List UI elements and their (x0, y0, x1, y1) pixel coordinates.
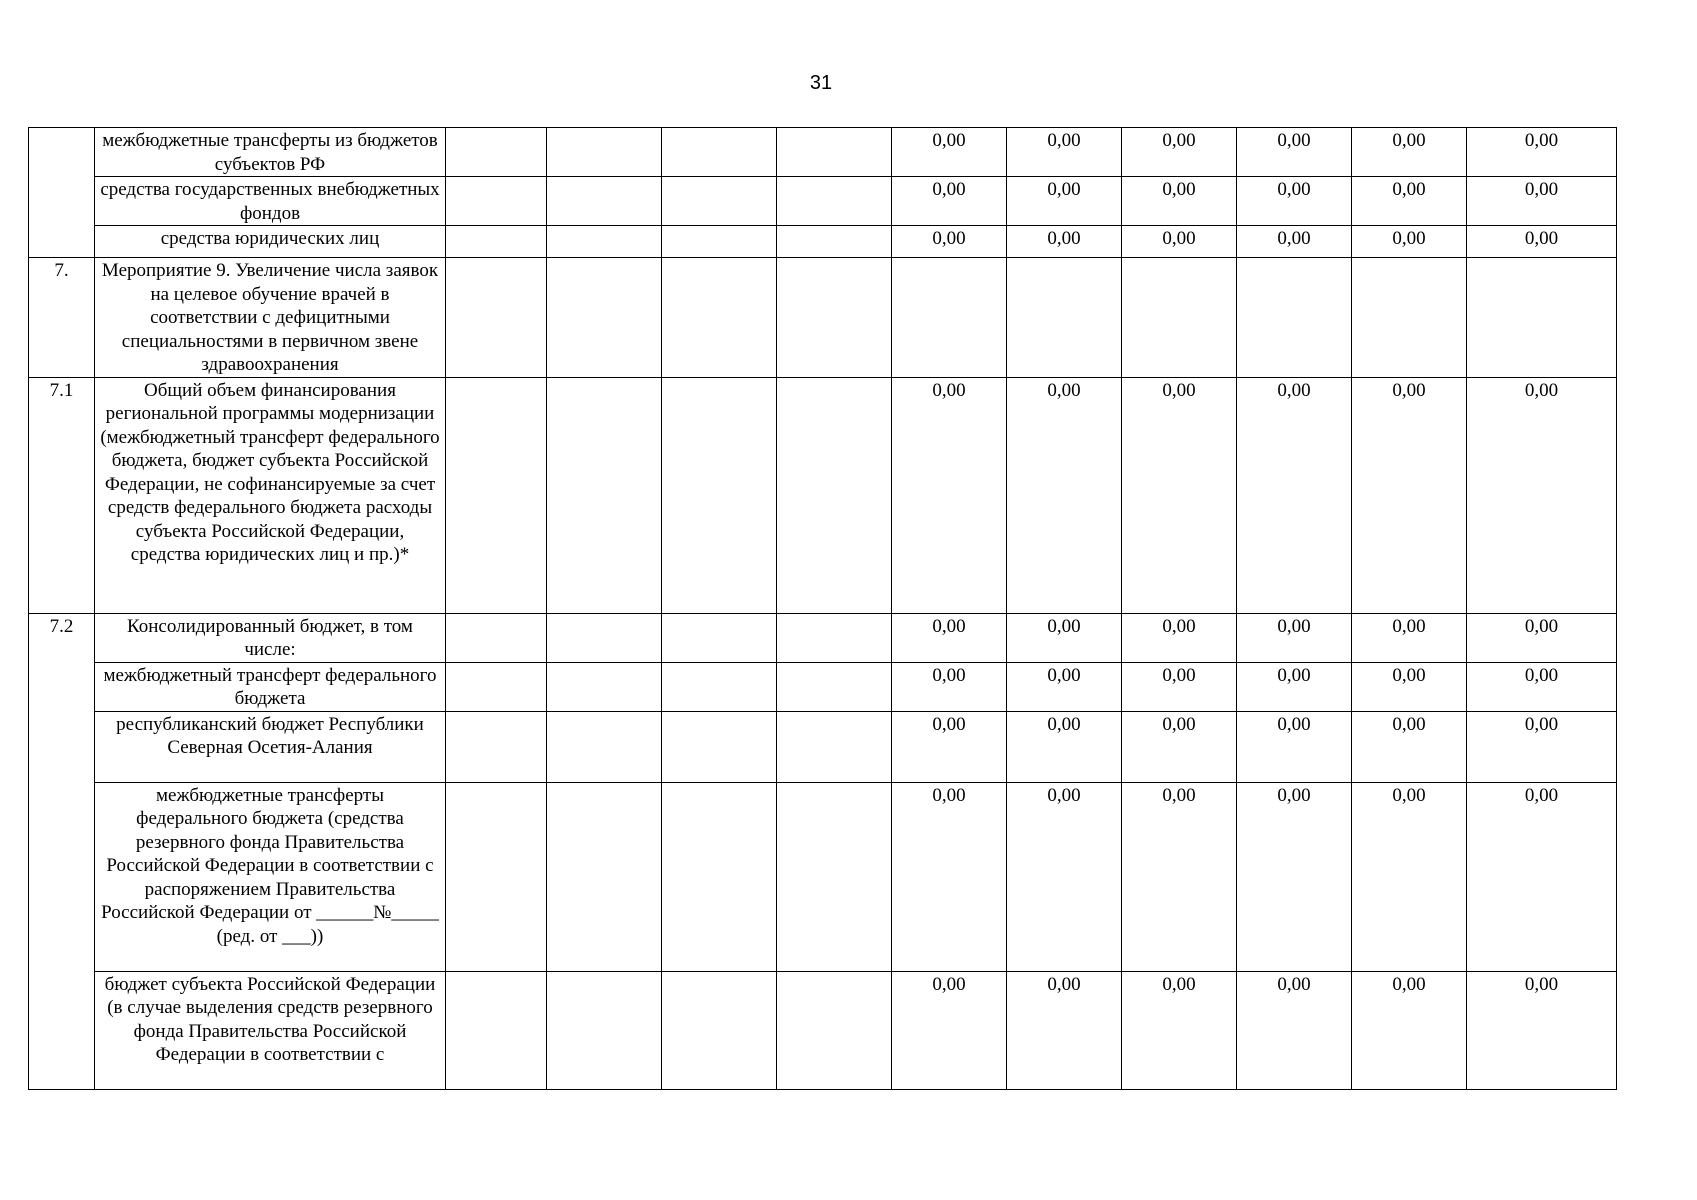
value-cell: 0,00 (1467, 971, 1617, 1089)
row-description: Мероприятие 9. Увеличение числа заявок на целевое обучение врачей в соответствии с дефицитными специальностями в первичном звене здравоохранения (95, 258, 446, 378)
value-cell: 0,00 (1352, 128, 1467, 177)
empty-cell (662, 258, 777, 378)
value-cell: 0,00 (1007, 711, 1122, 782)
empty-cell (662, 711, 777, 782)
value-cell: 0,00 (1352, 177, 1467, 226)
value-cell: 0,00 (1352, 971, 1467, 1089)
empty-cell (777, 226, 892, 258)
value-cell (1237, 258, 1352, 378)
value-cell: 0,00 (1352, 711, 1467, 782)
value-cell: 0,00 (1237, 377, 1352, 613)
empty-cell (777, 662, 892, 711)
empty-cell (446, 128, 547, 177)
value-cell: 0,00 (1007, 226, 1122, 258)
table-row (29, 177, 1617, 226)
empty-cell (446, 258, 547, 378)
value-cell: 0,00 (1467, 128, 1617, 177)
table-row (29, 782, 1617, 971)
value-cell: 0,00 (1237, 971, 1352, 1089)
value-cell: 0,00 (1007, 662, 1122, 711)
value-cell: 0,00 (1237, 128, 1352, 177)
row-number-cell: 7. (29, 258, 95, 378)
value-cell: 0,00 (1352, 613, 1467, 662)
empty-cell (662, 128, 777, 177)
value-cell (1467, 258, 1617, 378)
value-cell: 0,00 (1352, 377, 1467, 613)
value-cell: 0,00 (1237, 711, 1352, 782)
empty-cell (777, 177, 892, 226)
empty-cell (547, 177, 662, 226)
value-cell: 0,00 (1122, 128, 1237, 177)
value-cell: 0,00 (1237, 662, 1352, 711)
empty-cell (662, 971, 777, 1089)
value-cell: 0,00 (1122, 782, 1237, 971)
empty-cell (547, 711, 662, 782)
empty-cell (446, 177, 547, 226)
value-cell: 0,00 (1122, 613, 1237, 662)
empty-cell (777, 128, 892, 177)
empty-cell (547, 128, 662, 177)
empty-cell (777, 377, 892, 613)
value-cell: 0,00 (1007, 782, 1122, 971)
value-cell: 0,00 (1122, 177, 1237, 226)
empty-cell (547, 971, 662, 1089)
value-cell: 0,00 (892, 711, 1007, 782)
row-description: межбюджетные трансферты федерального бюджета (средства резервного фонда Правительства Российской Федерации в соответствии с распоряжением Правительства Российской Федерации от ______№_____ (ред. от ___)) (95, 782, 446, 971)
empty-cell (662, 177, 777, 226)
value-cell: 0,00 (892, 662, 1007, 711)
value-cell: 0,00 (1352, 226, 1467, 258)
empty-cell (777, 782, 892, 971)
value-cell: 0,00 (1122, 711, 1237, 782)
empty-cell (446, 662, 547, 711)
value-cell: 0,00 (1007, 177, 1122, 226)
value-cell: 0,00 (1007, 613, 1122, 662)
row-number-cell: 7.1 (29, 377, 95, 613)
row-description: межбюджетный трансферт федерального бюджета (95, 662, 446, 711)
row-description: республиканский бюджет Республики Северная Осетия-Алания (95, 711, 446, 782)
table-row (29, 971, 1617, 1089)
table-row (29, 258, 1617, 378)
row-description: средства государственных внебюджетных фондов (95, 177, 446, 226)
empty-cell (446, 613, 547, 662)
page-number: 31 (809, 72, 833, 94)
empty-cell (547, 613, 662, 662)
value-cell: 0,00 (1467, 782, 1617, 971)
value-cell: 0,00 (1122, 971, 1237, 1089)
value-cell: 0,00 (1467, 662, 1617, 711)
empty-cell (662, 226, 777, 258)
table-row (29, 662, 1617, 711)
empty-cell (662, 662, 777, 711)
table-row (29, 613, 1617, 662)
value-cell: 0,00 (1467, 377, 1617, 613)
budget-table (28, 127, 1617, 1090)
value-cell: 0,00 (1352, 662, 1467, 711)
table-row (29, 128, 1617, 177)
row-number-cell (29, 128, 95, 258)
value-cell: 0,00 (892, 782, 1007, 971)
value-cell: 0,00 (1237, 782, 1352, 971)
empty-cell (446, 226, 547, 258)
value-cell: 0,00 (1467, 711, 1617, 782)
value-cell: 0,00 (892, 177, 1007, 226)
value-cell (1122, 258, 1237, 378)
empty-cell (777, 613, 892, 662)
value-cell: 0,00 (1467, 226, 1617, 258)
table-row (29, 377, 1617, 613)
row-number-cell: 7.2 (29, 613, 95, 1089)
empty-cell (777, 971, 892, 1089)
empty-cell (777, 711, 892, 782)
value-cell: 0,00 (1122, 662, 1237, 711)
value-cell: 0,00 (1122, 226, 1237, 258)
empty-cell (662, 377, 777, 613)
value-cell: 0,00 (1007, 377, 1122, 613)
empty-cell (662, 613, 777, 662)
value-cell: 0,00 (1467, 613, 1617, 662)
value-cell: 0,00 (892, 377, 1007, 613)
value-cell: 0,00 (892, 613, 1007, 662)
row-description: Консолидированный бюджет, в том числе: (95, 613, 446, 662)
empty-cell (547, 226, 662, 258)
value-cell: 0,00 (1007, 971, 1122, 1089)
value-cell: 0,00 (1007, 128, 1122, 177)
empty-cell (547, 258, 662, 378)
empty-cell (446, 377, 547, 613)
value-cell (892, 258, 1007, 378)
value-cell: 0,00 (892, 971, 1007, 1089)
row-description: бюджет субъекта Российской Федерации (в случае выделения средств резервного фонда Правительства Российской Федерации в соответствии с (95, 971, 446, 1089)
row-description: средства юридических лиц (95, 226, 446, 258)
table-row (29, 711, 1617, 782)
empty-cell (446, 711, 547, 782)
row-description: Общий объем финансирования региональной программы модернизации (межбюджетный трансферт федерального бюджета, бюджет субъекта Российской Федерации, не софинансируемые за счет средств федерального бюджета расходы субъекта Российской Федерации, средства юридических лиц и пр.)* (95, 377, 446, 613)
value-cell: 0,00 (892, 128, 1007, 177)
value-cell (1352, 258, 1467, 378)
empty-cell (547, 377, 662, 613)
table-row (29, 226, 1617, 258)
value-cell: 0,00 (1237, 177, 1352, 226)
value-cell: 0,00 (1122, 377, 1237, 613)
value-cell: 0,00 (1467, 177, 1617, 226)
value-cell: 0,00 (1237, 613, 1352, 662)
row-description: межбюджетные трансферты из бюджетов субъектов РФ (95, 128, 446, 177)
empty-cell (777, 258, 892, 378)
value-cell: 0,00 (1352, 782, 1467, 971)
empty-cell (446, 782, 547, 971)
empty-cell (547, 782, 662, 971)
empty-cell (446, 971, 547, 1089)
empty-cell (662, 782, 777, 971)
value-cell: 0,00 (892, 226, 1007, 258)
value-cell (1007, 258, 1122, 378)
value-cell: 0,00 (1237, 226, 1352, 258)
empty-cell (547, 662, 662, 711)
